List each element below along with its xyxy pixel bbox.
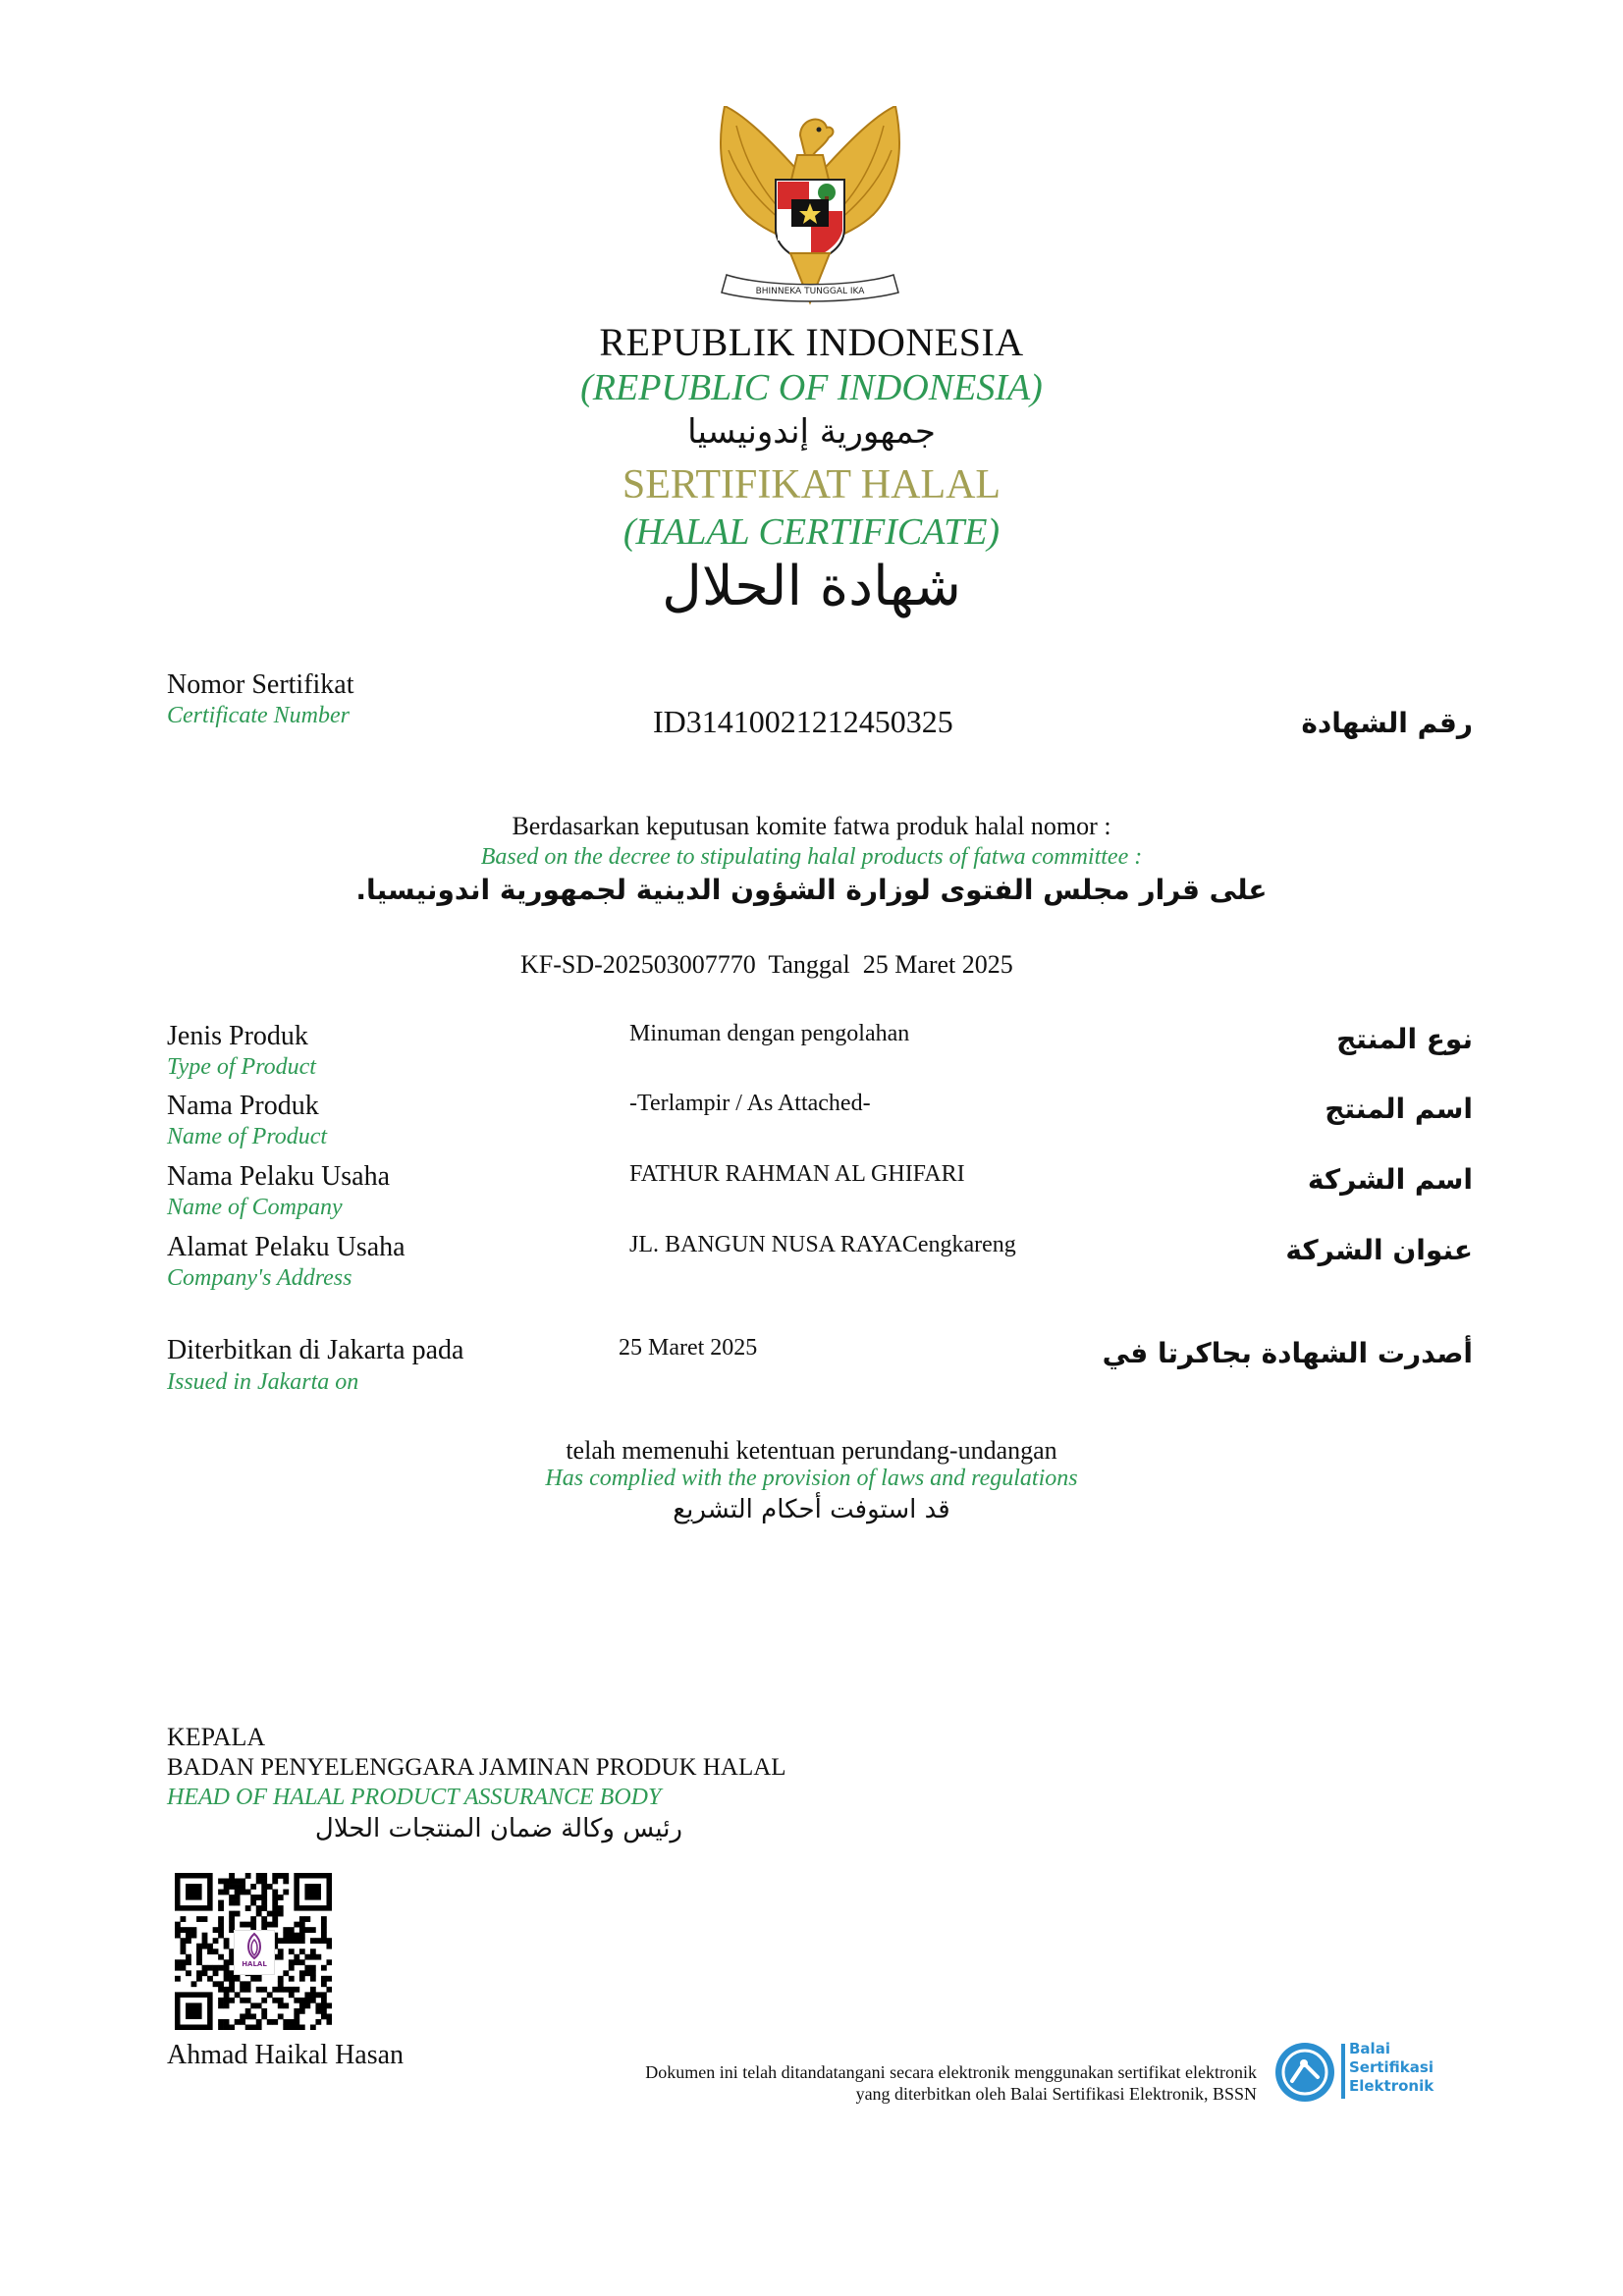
signatory-agency-ar: رئيس وكالة ضمان المنتجات الحلال bbox=[314, 1814, 682, 1843]
country-name: REPUBLIK INDONESIA bbox=[599, 320, 1024, 364]
bsre-logo-icon bbox=[1274, 2042, 1335, 2103]
field-label-en: Type of Product bbox=[167, 1054, 316, 1080]
bsre-logo-line2: Sertifikasi bbox=[1349, 2058, 1434, 2076]
e-signature-note bbox=[530, 2061, 1257, 2105]
bsre-logo bbox=[1274, 2040, 1441, 2105]
cert-number-value: ID31410021212450325 bbox=[653, 704, 953, 739]
field-label-en: Company's Address bbox=[167, 1265, 352, 1291]
cert-number-label-ar: رقم الشهادة bbox=[1301, 707, 1473, 739]
e-signature-note-line2: yang diterbitkan oleh Balai Sertifikasi Elektronik, BSSN bbox=[855, 2084, 1257, 2104]
cert-number-label-en: Certificate Number bbox=[167, 703, 350, 728]
country-name-ar: جمهورية إندونيسيا bbox=[687, 412, 936, 452]
field-label: Alamat Pelaku Usaha bbox=[167, 1232, 406, 1262]
e-signature-note-line1: Dokumen ini telah ditandatangani secara elektronik menggunakan sertifikat elektronik bbox=[645, 2062, 1257, 2082]
emblem-motto: BHINNEKA TUNGGAL IKA bbox=[755, 287, 865, 296]
field-label-ar: اسم الشركة bbox=[1307, 1163, 1473, 1196]
certificate-title: SERTIFIKAT HALAL bbox=[622, 462, 1001, 507]
decree-text: Berdasarkan keputusan komite fatwa produk halal nomor : bbox=[512, 812, 1111, 840]
field-label: Nama Pelaku Usaha bbox=[167, 1161, 391, 1192]
field-label-ar: نوع المنتج bbox=[1336, 1023, 1473, 1055]
garuda-pancasila-emblem-icon bbox=[707, 106, 913, 317]
cert-number-label: Nomor Sertifikat bbox=[167, 669, 354, 700]
halal-logo-text: HALAL bbox=[242, 1960, 267, 1968]
field-row bbox=[167, 1161, 1473, 1230]
field-value: JL. BANGUN NUSA RAYACengkareng bbox=[629, 1232, 1016, 1257]
issued-label-en: Issued in Jakarta on bbox=[167, 1369, 359, 1395]
field-label-en: Name of Company bbox=[167, 1195, 343, 1220]
bsre-logo-line1: Balai bbox=[1349, 2040, 1390, 2057]
field-value: Minuman dengan pengolahan bbox=[629, 1021, 910, 1046]
compliance-text-ar: قد استوفت أحكام التشريع bbox=[673, 1495, 950, 1524]
decree-reference: KF-SD-202503007770 Tanggal 25 Maret 2025 bbox=[520, 950, 1013, 979]
field-row bbox=[167, 1021, 1473, 1090]
compliance-text-en: Has complied with the provision of laws and regulations bbox=[545, 1466, 1078, 1491]
field-row bbox=[167, 1232, 1473, 1301]
certificate-title-en: (HALAL CERTIFICATE) bbox=[622, 511, 1001, 553]
field-value: -Terlampir / As Attached- bbox=[629, 1091, 871, 1116]
field-label-ar: عنوان الشركة bbox=[1285, 1234, 1473, 1266]
field-label-ar: اسم المنتج bbox=[1325, 1093, 1473, 1125]
decree-text-en: Based on the decree to stipulating halal products of fatwa committee : bbox=[480, 844, 1143, 870]
issued-label: Diterbitkan di Jakarta pada bbox=[167, 1335, 464, 1365]
signatory-agency: BADAN PENYELENGGARA JAMINAN PRODUK HALAL bbox=[167, 1754, 786, 1781]
field-value: FATHUR RAHMAN AL GHIFARI bbox=[629, 1161, 965, 1187]
signatory-title: KEPALA bbox=[167, 1723, 266, 1751]
field-row bbox=[167, 1091, 1473, 1159]
field-label-en: Name of Product bbox=[167, 1124, 328, 1149]
signatory-name: Ahmad Haikal Hasan bbox=[167, 2040, 405, 2070]
issued-label-ar: أصدرت الشهادة بجاكرتا في bbox=[1102, 1337, 1473, 1369]
certificate-title-ar: شهادة الحلال bbox=[662, 555, 961, 618]
signatory-agency-en: HEAD OF HALAL PRODUCT ASSURANCE BODY bbox=[167, 1785, 662, 1810]
decree-text-ar: على قرار مجلس الفتوى لوزارة الشؤون الدينية لجمهورية اندونيسيا. bbox=[355, 874, 1268, 906]
compliance-text: telah memenuhi ketentuan perundang-undangan bbox=[566, 1436, 1057, 1465]
field-label: Jenis Produk bbox=[167, 1021, 308, 1051]
country-name-en: (REPUBLIC OF INDONESIA) bbox=[580, 367, 1043, 408]
product-fields bbox=[167, 1021, 1473, 1296]
field-label: Nama Produk bbox=[167, 1091, 319, 1121]
qr-code-icon[interactable] bbox=[175, 1873, 332, 2030]
issued-date: 25 Maret 2025 bbox=[619, 1335, 758, 1361]
halal-logo-icon bbox=[234, 1930, 275, 1975]
bsre-logo-line3: Elektronik bbox=[1349, 2077, 1434, 2095]
